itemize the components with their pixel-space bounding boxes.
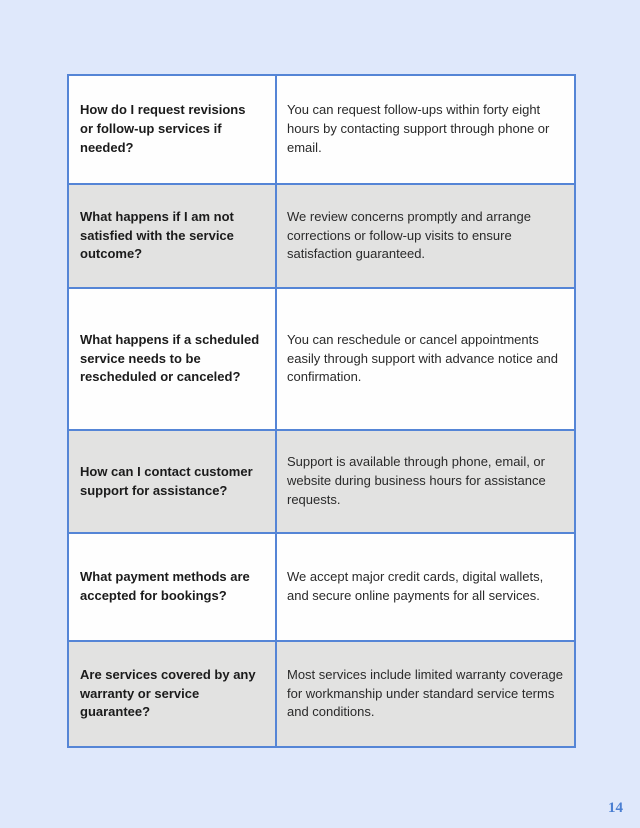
answer-text: You can reschedule or cancel appointments easily through support with advance notice and confirmation. bbox=[287, 331, 559, 385]
table-row bbox=[68, 641, 575, 747]
answer-cell bbox=[276, 430, 575, 533]
table-row bbox=[68, 430, 575, 533]
question-text: What happens if a scheduled service needs to be rescheduled or canceled? bbox=[80, 331, 260, 385]
answer-text: Most services include limited warranty coverage for workmanship under standard service terms and conditions. bbox=[287, 666, 563, 720]
answer-text: Support is available through phone, email, or website during business hours for assistance requests. bbox=[287, 454, 546, 507]
question-text: Are services covered by any warranty or service guarantee? bbox=[80, 666, 256, 720]
answer-cell bbox=[276, 533, 575, 641]
table-row bbox=[68, 288, 575, 430]
question-cell bbox=[68, 288, 276, 430]
faq-table bbox=[67, 74, 576, 748]
answer-text: We review concerns promptly and arrange corrections or follow-up visits to ensure satisfaction guaranteed. bbox=[287, 208, 531, 262]
answer-text: We accept major credit cards, digital wallets, and secure online payments for all services. bbox=[287, 569, 544, 603]
table-row bbox=[68, 184, 575, 288]
answer-text: You can request follow-ups within forty eight hours by contacting support through phone or email. bbox=[287, 102, 550, 155]
question-cell bbox=[68, 75, 276, 184]
answer-cell bbox=[276, 184, 575, 288]
question-cell bbox=[68, 430, 276, 533]
answer-cell bbox=[276, 75, 575, 184]
question-text: What payment methods are accepted for bookings? bbox=[80, 569, 250, 603]
page-number: 14 bbox=[608, 800, 623, 816]
table-row bbox=[68, 75, 575, 184]
question-cell bbox=[68, 641, 276, 747]
question-cell bbox=[68, 533, 276, 641]
answer-cell bbox=[276, 288, 575, 430]
question-cell bbox=[68, 184, 276, 288]
table-row bbox=[68, 533, 575, 641]
question-text: How do I request revisions or follow-up services if needed? bbox=[80, 102, 246, 155]
question-text: What happens if I am not satisfied with the service outcome? bbox=[80, 208, 234, 262]
question-text: How can I contact customer support for assistance? bbox=[80, 463, 253, 498]
answer-cell bbox=[276, 641, 575, 747]
